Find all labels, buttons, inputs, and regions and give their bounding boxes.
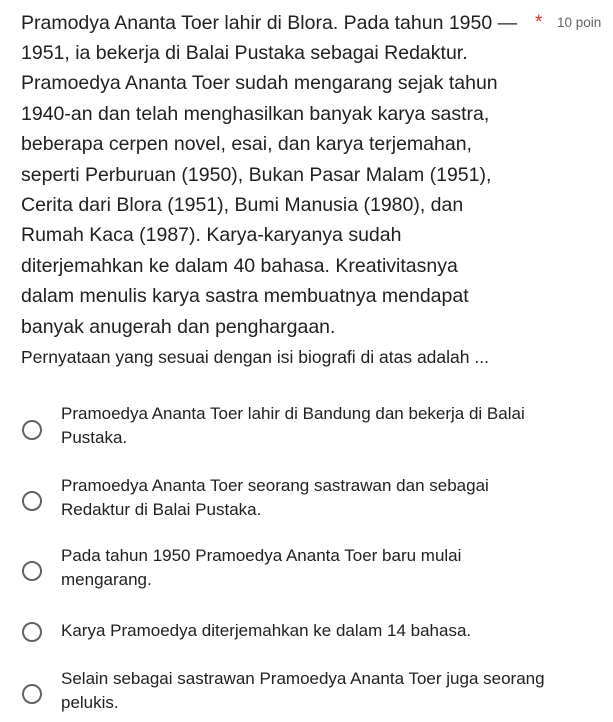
radio-button[interactable] (22, 622, 42, 642)
points-label: 10 poin (557, 15, 602, 30)
required-marker: * (535, 12, 543, 33)
option-text-line: pelukis. (61, 693, 119, 712)
passage-line: Rumah Kaca (1987). Karya-karyanya sudah (21, 224, 402, 247)
option-text (61, 619, 606, 643)
radio-button[interactable] (22, 420, 42, 440)
answer-option-e[interactable] (0, 664, 613, 720)
radio-button[interactable] (22, 561, 42, 581)
answer-option-b[interactable] (0, 470, 613, 524)
passage-line: beberapa cerpen novel, esai, dan karya terjemahan, (21, 133, 472, 156)
option-text-line: Redaktur di Balai Pustaka. (61, 500, 262, 519)
option-text-line: Pada tahun 1950 Pramoedya Ananta Toer baru mulai (61, 546, 462, 565)
passage-line: diterjemahkan ke dalam 40 bahasa. Kreativitasnya (21, 254, 458, 277)
question-prompt: Pernyataan yang sesuai dengan isi biografi di atas adalah ... (21, 347, 489, 367)
option-text (61, 402, 606, 450)
passage-line: seperti Perburuan (1950), Bukan Pasar Malam (1951), (21, 163, 492, 186)
passage-line: Pramoedya Ananta Toer sudah mengarang sejak tahun (21, 72, 498, 95)
option-text-line: Pustaka. (61, 428, 128, 447)
passage-line: dalam menulis karya sastra membuatnya mendapat (21, 285, 469, 308)
option-text (61, 667, 606, 715)
passage-line: 1951, ia bekerja di Balai Pustaka sebagai Redaktur. (21, 42, 468, 64)
option-text-line: Pramoedya Ananta Toer seorang sastrawan dan sebagai (61, 476, 489, 495)
answer-option-c[interactable] (0, 542, 613, 596)
option-text-line: mengarang. (61, 570, 152, 589)
biography-passage (21, 38, 601, 342)
answer-option-a[interactable] (0, 398, 613, 452)
passage-line: Cerita dari Blora (1951), Bumi Manusia (1980), dan (21, 194, 464, 217)
radio-button[interactable] (22, 684, 42, 704)
option-text-line: Pramoedya Ananta Toer lahir di Bandung dan bekerja di Balai (61, 404, 525, 423)
passage-line: 1940-an dan telah menghasilkan banyak karya sastra, (21, 102, 490, 125)
option-text (61, 544, 606, 592)
option-text-line: Selain sebagai sastrawan Pramoedya Ananta Toer juga seorang (61, 669, 545, 688)
radio-button[interactable] (22, 491, 42, 511)
option-text-line: Karya Pramoedya diterjemahkan ke dalam 14 bahasa. (61, 621, 472, 640)
option-text (61, 474, 606, 522)
question-title-line: Pramodya Ananta Toer lahir di Blora. Pada tahun 1950 — (21, 12, 518, 34)
answer-option-d[interactable] (0, 614, 613, 650)
passage-line: banyak anugerah dan penghargaan. (21, 315, 336, 338)
